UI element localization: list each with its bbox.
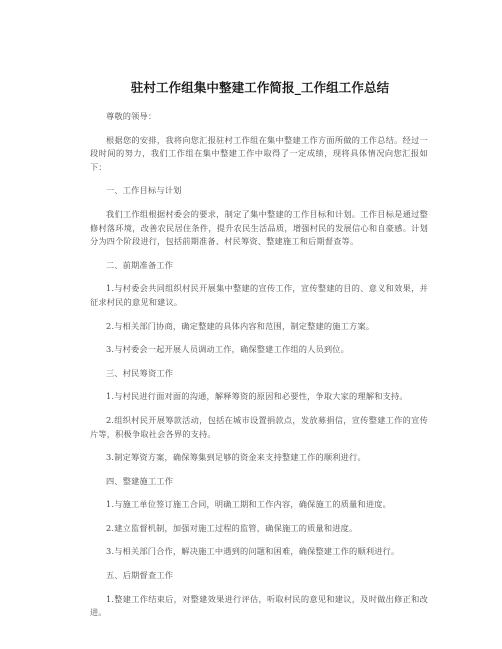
section-paragraph: 1.与村民进行面对面的沟通，解释筹资的原因和必要性，争取大家的理解和支持。: [106, 391, 408, 402]
document-title: 驻村工作组集中整建工作简报_工作组工作总结: [130, 80, 390, 95]
section-heading: 四、整建施工工作: [106, 475, 174, 486]
section-paragraph: 2.建立监督机制，加强对施工过程的监管，确保施工的质量和进度。: [106, 522, 358, 533]
section-paragraph: 3.制定筹资方案，确保筹集到足够的资金来支持整建工作的顺利进行。: [106, 452, 366, 463]
section-paragraph: 我们工作组根据村委会的要求，制定了集中整建的工作目标和计划。工作目标是通过整修村落环境，改善农民居住条件，提升农民生活品质，增强村民的发展信心和自豪感。计划分为四个阶段进行，包括前期准备、村民筹资、整建施工和后期督查等。: [90, 208, 428, 247]
section-heading: 二、前期准备工作: [106, 259, 174, 270]
section-heading: 三、村民筹资工作: [106, 367, 174, 378]
section-paragraph: 1.与施工单位签订施工合同，明确工期和工作内容，确保施工的质量和进度。: [106, 499, 392, 510]
section-paragraph: 3.与相关部门合作，解决施工中遇到的问题和困难，确保整建工作的顺利进行。: [106, 546, 400, 557]
intro-paragraph: 根据您的安排，我将向您汇报驻村工作组在集中整建工作方面所做的工作总结。经过一段时间的努力，我们工作组在集中整建工作中取得了一定成绩，现将具体情况向您汇报如下：: [90, 134, 428, 172]
section-fundraising: [90, 367, 428, 465]
section-paragraph: 1.与村委会共同组织村民开展集中整建的宣传工作，宣传整建的目的、意义和效果，并征求村民的意见和建议。: [90, 283, 428, 307]
greeting: 尊敬的领导：: [106, 111, 157, 121]
section-paragraph: 2.与相关部门协商，确定整建的具体内容和范围，制定整建的施工方案。: [106, 320, 375, 331]
section-paragraph: 2.组织村民开展筹款活动，包括在城市设置捐款点，发放募捐信，宣传整建工作的宣传片等，积极争取社会各界的支持。: [90, 414, 428, 439]
section-heading: 五、后期督查工作: [106, 570, 174, 581]
section-heading: 一、工作目标与计划: [106, 185, 182, 196]
section-preparation: [90, 259, 428, 357]
section-paragraph: 3.与村委会一起开展人员调动工作，确保整建工作组的人员到位。: [106, 344, 350, 355]
section-inspection: [90, 569, 428, 620]
section-goals: [90, 184, 428, 248]
section-paragraph: 1.整建工作结束后，对整建效果进行评估，听取村民的意见和建议，及时做出修正和改进。: [90, 593, 428, 618]
section-construction: [90, 475, 428, 559]
